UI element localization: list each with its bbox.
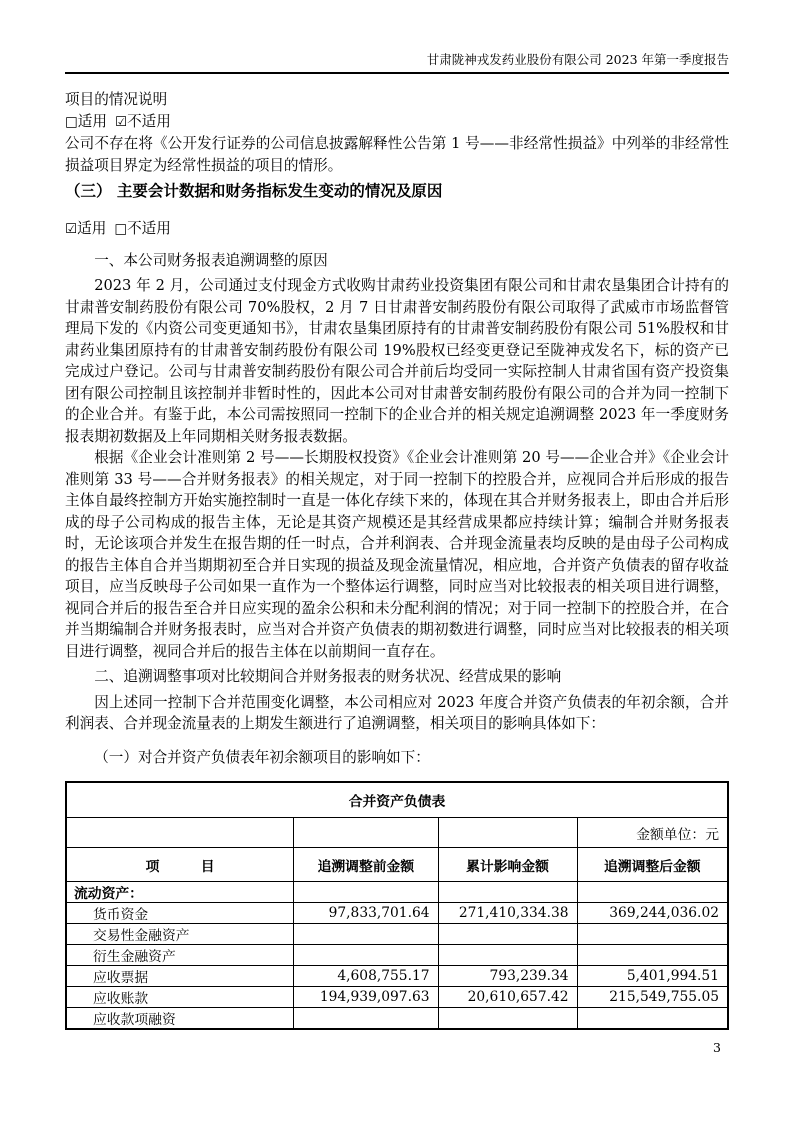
item-cell: 货币资金 (66, 903, 294, 924)
paragraph-1: 2023 年 2 月，公司通过支付现金方式收购甘肃药业投资集团有限公司和甘肃农垦集团合计持有的甘肃普安制药股份有限公司 70%股权，2 月 7 日甘肃普安制药股份有限公司取得了武威市市场监督管理局下发的《内资公司变更通知书》，甘肃农垦集团原持有的甘肃普安制药股份有限公司 51%股权和甘肃药业集团原持有的甘肃普安制药股份有限公司 19%股权已经变更登记至陇神戎发名下，标的资产已完成过户登记。公司与甘肃普安制药股份有限公司合并前后均受同一实际控制人甘肃省国有资产投资集团有限公司控制且该控制并非暂时性的，因此本公司对甘肃普安制药股份有限公司的合并为同一控制下的企业合并。有鉴于此，本公司需按照同一控制下的企业合并的相关规定追溯调整 2023 年一季度财务报表期初数据及上年同期相关财务报表数据。 (65, 277, 729, 445)
impact-cell (438, 1008, 577, 1030)
checkbox-unchecked-icon: □ (114, 221, 128, 237)
table-title-row (66, 782, 728, 818)
item-cell: 应收账款 (66, 987, 294, 1008)
after-cell (577, 882, 728, 903)
impact-cell: 271,410,334.38 (438, 903, 577, 924)
column-header-impact: 累计影响金额 (438, 848, 577, 882)
unit-note: 金额单位：元 (577, 818, 728, 848)
applicability-line-1 (65, 111, 729, 134)
applicability-option (65, 220, 106, 237)
table-row (66, 945, 728, 966)
after-cell: 369,244,036.02 (577, 903, 728, 924)
empty-cell (66, 818, 294, 848)
before-cell (294, 882, 438, 903)
table-row (66, 903, 728, 924)
table-title: 合并资产负债表 (66, 782, 728, 818)
item-cell: 流动资产： (66, 882, 294, 903)
subsection-2-heading: 二、追溯调整事项对比较期间合并财务报表的财务状况、经营成果的影响 (94, 668, 562, 685)
before-cell: 194,939,097.63 (294, 987, 438, 1008)
paragraph-2: 根据《企业会计准则第 2 号——长期股权投资》《企业会计准则第 20 号——企业合并》《企业会计准则第 33 号——合并财务报表》的相关规定，对于同一控制下的控股合并，应视同合并后形成的报告主体自最终控制方开始实施控制时一直是一体化存续下来的，体现在其合并财务报表上，即由合并后形成的母子公司构成的报告主体，无论是其资产规模还是其经营成果都应持续计算；编制合并财务报表时，无论该项合并发生在报告期的任一时点，合并利润表、合并现金流量表均反映的是由母子公司构成的报告主体自合并当期期初至合并日实现的损益及现金流量情况，相应地，合并资产负债表的留存收益项目，应当反映母子公司如果一直作为一个整体运行调整，同时应当对比较报表的相关项目进行调整，视同合并后的报告至合并日应实现的盈余公积和未分配利润的情况；对于同一控制下的控股合并，在合并当期编制合并财务报表时，应当对合并资产负债表的期初数进行调整，同时应当对比较报表的相关项目进行调整，视同合并后的报告主体在以前期间一直存在。 (65, 449, 729, 660)
item-cell: 衍生金融资产 (66, 945, 294, 966)
after-cell: 5,401,994.51 (577, 966, 728, 987)
item-cell: 应收款项融资 (66, 1008, 294, 1030)
applicability-option (65, 113, 107, 130)
item-cell: 交易性金融资产 (66, 924, 294, 945)
checkbox-label: 适用 (77, 112, 107, 130)
before-cell (294, 1008, 438, 1030)
checkbox-checked-icon: ☑ (114, 113, 128, 130)
checkbox-checked-icon: ☑ (65, 221, 78, 237)
table-row (66, 882, 728, 903)
before-cell (294, 945, 438, 966)
report-header (65, 0, 729, 74)
report-header-text: 甘肃陇神戎发药业股份有限公司 2023 年第一季度报告 (426, 52, 729, 67)
column-header-after: 追溯调整后金额 (577, 848, 728, 882)
table-row (66, 924, 728, 945)
table-row (66, 987, 728, 1008)
list-item-1-heading: （一）对合并资产负债表年初余额项目的影响如下： (94, 748, 430, 766)
impact-cell: 20,610,657.42 (438, 987, 577, 1008)
item-cell: 应收票据 (66, 966, 294, 987)
before-cell (294, 924, 438, 945)
page-content (65, 0, 729, 1030)
balance-sheet-table (65, 781, 729, 1030)
before-cell: 4,608,755.17 (294, 966, 438, 987)
note-body: 公司不存在将《公开发行证券的公司信息披露解释性公告第 1 号——非经常性损益》中列举的非经常性损益项目界定为经常性损益的项目的情形。 (65, 135, 729, 174)
before-cell: 97,833,701.64 (294, 903, 438, 924)
impact-cell (438, 882, 577, 903)
unit-row (66, 818, 728, 848)
column-header-before: 追溯调整前金额 (294, 848, 438, 882)
impact-cell (438, 945, 577, 966)
after-cell (577, 945, 728, 966)
after-cell (577, 924, 728, 945)
applicability-option (115, 113, 171, 130)
checkbox-label: 不适用 (127, 112, 171, 130)
impact-cell (438, 924, 577, 945)
checkbox-unchecked-icon: □ (65, 113, 78, 130)
table-row (66, 1008, 728, 1030)
checkbox-label: 不适用 (127, 220, 171, 237)
empty-cell (438, 818, 577, 848)
table-row (66, 966, 728, 987)
note-block (65, 89, 729, 176)
empty-cell (294, 818, 438, 848)
checkbox-label: 适用 (77, 220, 107, 237)
applicability-line-2 (65, 218, 729, 241)
after-cell: 215,549,755.05 (577, 987, 728, 1008)
column-header-item: 项 目 (66, 848, 294, 882)
after-cell (577, 1008, 728, 1030)
note-title: 项目的情况说明 (65, 91, 168, 108)
table-header-row (66, 848, 728, 882)
page-number: 3 (713, 1040, 721, 1055)
paragraph-3: 因上述同一控制下合并范围变化调整，本公司相应对 2023 年度合并资产负债表的年初余额，合并利润表、合并现金流量表的上期发生额进行了追溯调整，相关项目的影响具体如下： (65, 693, 729, 732)
applicability-option (114, 220, 171, 237)
section-heading: （三） 主要会计数据和财务指标发生变动的情况及原因 (65, 181, 443, 200)
impact-cell: 793,239.34 (438, 966, 577, 987)
subsection-1-heading: 一、本公司财务报表追溯调整的原因 (94, 251, 328, 269)
